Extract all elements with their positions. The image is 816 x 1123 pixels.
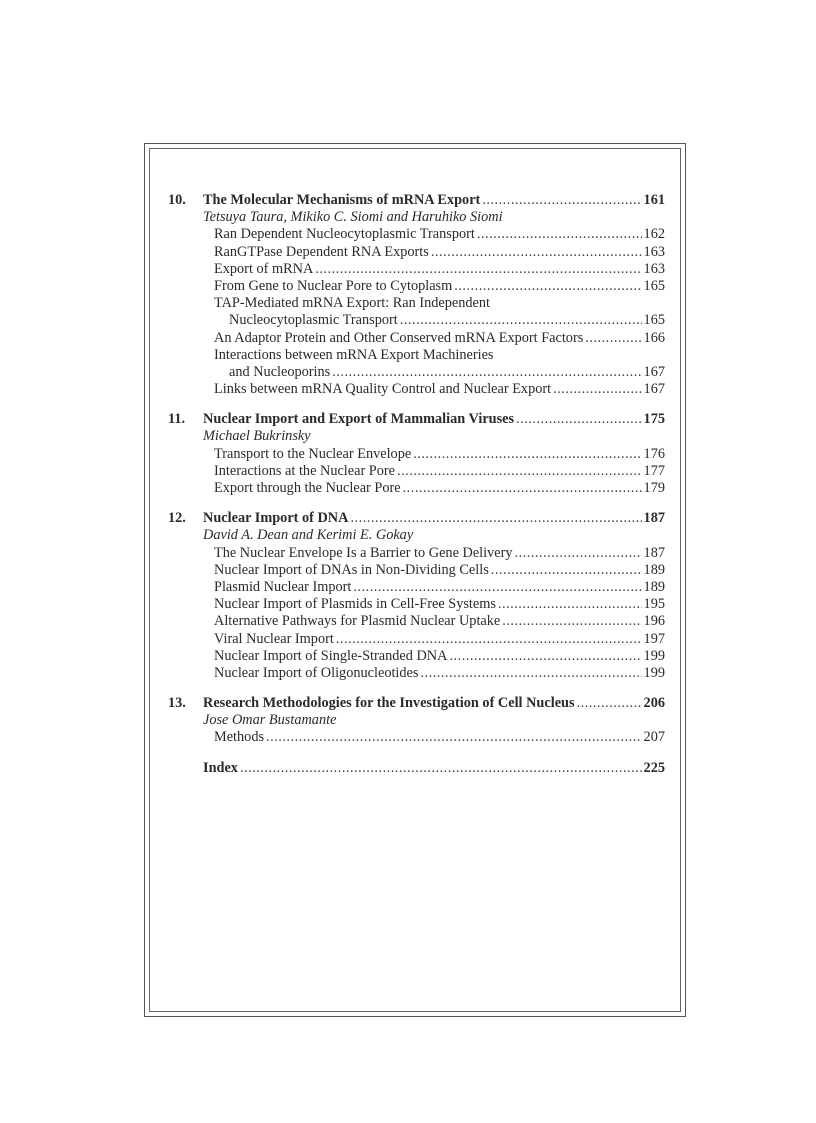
section-page: 187 — [643, 544, 665, 561]
section-entry[interactable] — [168, 613, 665, 630]
dot-leader — [413, 446, 641, 463]
section-entry[interactable] — [168, 648, 665, 665]
section-title: Transport to the Nuclear Envelope — [214, 445, 412, 462]
section-entry[interactable] — [168, 665, 665, 682]
section-title: Nuclear Import of Oligonucleotides — [214, 664, 419, 681]
section-title: Nuclear Import of DNAs in Non-Dividing Cells — [214, 561, 489, 578]
section-entry[interactable] — [168, 261, 665, 278]
dot-leader — [491, 562, 642, 579]
section-title: Nuclear Import of Single-Stranded DNA — [214, 647, 448, 664]
dot-leader — [266, 729, 642, 746]
section-title: Nuclear Import of Plasmids in Cell-Free Systems — [214, 596, 496, 613]
section-entry[interactable] — [168, 729, 665, 746]
dot-leader — [516, 411, 641, 428]
section-entry[interactable] — [168, 562, 665, 579]
section-entry[interactable] — [168, 446, 665, 463]
section-page: 167 — [643, 381, 665, 398]
chapter-heading[interactable] — [168, 192, 665, 209]
section-page: 189 — [643, 578, 665, 595]
section-page: 195 — [643, 596, 665, 613]
chapter-title: Nuclear Import of DNA — [203, 510, 349, 527]
dot-leader — [403, 480, 642, 497]
chapter-number: 13. — [168, 695, 186, 712]
section-entry[interactable] — [168, 463, 665, 480]
dot-leader — [350, 510, 641, 527]
dot-leader — [431, 244, 642, 261]
chapter-12 — [168, 510, 665, 682]
section-page: 176 — [643, 445, 665, 462]
section-page: 165 — [643, 312, 665, 329]
chapter-page: 206 — [643, 695, 665, 712]
chapter-11 — [168, 411, 665, 497]
section-page: 189 — [643, 561, 665, 578]
section-page: 197 — [643, 630, 665, 647]
section-title: The Nuclear Envelope Is a Barrier to Gene Delivery — [214, 544, 513, 561]
section-title: RanGTPase Dependent RNA Exports — [214, 243, 429, 260]
chapter-page: 175 — [643, 411, 665, 428]
dot-leader — [449, 648, 641, 665]
chapter-authors: Tetsuya Taura, Mikiko C. Siomi and Haruhiko Siomi — [203, 209, 503, 226]
section-page: 163 — [643, 260, 665, 277]
section-entry[interactable] — [168, 226, 665, 243]
chapter-number: 12. — [168, 510, 186, 527]
section-title: Links between mRNA Quality Control and Nuclear Export — [214, 381, 552, 398]
section-title: Plasmid Nuclear Import — [214, 578, 352, 595]
chapter-title: Research Methodologies for the Investigation of Cell Nucleus — [203, 695, 575, 712]
section-entry[interactable] — [168, 596, 665, 613]
chapter-title: The Molecular Mechanisms of mRNA Export — [203, 192, 481, 208]
dot-leader — [400, 312, 642, 329]
dot-leader — [553, 381, 641, 398]
chapter-authors: Jose Omar Bustamante — [203, 712, 337, 729]
section-page: 165 — [643, 277, 665, 294]
section-entry[interactable] — [168, 330, 665, 347]
section-title: Export of mRNA — [214, 260, 314, 277]
section-title-line2: Nucleocytoplasmic Transport — [229, 312, 398, 329]
section-page: 199 — [643, 647, 665, 664]
chapter-13 — [168, 695, 665, 747]
section-entry[interactable] — [168, 278, 665, 295]
section-title-line1[interactable]: TAP-Mediated mRNA Export: Ran Independent — [214, 295, 491, 312]
section-page: 196 — [643, 613, 665, 630]
table-of-contents — [168, 192, 665, 777]
index-entry[interactable] — [168, 760, 665, 777]
section-entry[interactable] — [168, 480, 665, 497]
dot-leader — [454, 278, 641, 295]
dot-leader — [420, 665, 641, 682]
section-title-line1[interactable]: Interactions between mRNA Export Machineries — [214, 346, 494, 363]
chapter-heading[interactable] — [168, 510, 665, 527]
section-title-line2: and Nucleoporins — [229, 363, 331, 380]
dot-leader — [502, 613, 641, 630]
section-page: 163 — [643, 243, 665, 260]
section-entry[interactable] — [168, 631, 665, 648]
chapter-authors: Michael Bukrinsky — [203, 428, 311, 445]
dot-leader — [353, 579, 641, 596]
chapter-number: 11. — [168, 411, 186, 428]
section-entry[interactable] — [168, 545, 665, 562]
section-title: An Adaptor Protein and Other Conserved mRNA Export Factors — [214, 329, 584, 346]
section-page: 199 — [643, 664, 665, 681]
section-page: 166 — [643, 329, 665, 346]
chapter-page: 161 — [643, 192, 665, 208]
section-entry[interactable] — [168, 312, 665, 329]
dot-leader — [397, 463, 642, 480]
section-page: 167 — [643, 363, 665, 380]
section-title: Export through the Nuclear Pore — [214, 480, 401, 496]
section-title: Methods — [214, 729, 265, 746]
dot-leader — [498, 596, 642, 613]
section-entry[interactable] — [168, 364, 665, 381]
chapter-10 — [168, 192, 665, 398]
dot-leader — [332, 364, 641, 381]
section-page: 179 — [643, 480, 665, 496]
chapter-heading[interactable] — [168, 695, 665, 712]
dot-leader — [577, 695, 642, 712]
section-entry[interactable] — [168, 244, 665, 261]
section-entry[interactable] — [168, 381, 665, 398]
dot-leader — [515, 545, 642, 562]
section-page: 177 — [643, 462, 665, 479]
dot-leader — [240, 760, 642, 777]
dot-leader — [315, 261, 641, 278]
section-title: From Gene to Nuclear Pore to Cytoplasm — [214, 277, 453, 294]
dot-leader — [477, 226, 642, 243]
dot-leader — [336, 631, 642, 648]
dot-leader — [585, 330, 641, 347]
chapter-page: 187 — [643, 510, 665, 527]
chapter-heading[interactable] — [168, 411, 665, 428]
chapter-authors: David A. Dean and Kerimi E. Gokay — [203, 527, 414, 544]
section-title: Viral Nuclear Import — [214, 630, 334, 647]
chapter-number: 10. — [168, 192, 186, 208]
index-title: Index — [203, 759, 238, 776]
section-page: 162 — [643, 226, 665, 243]
section-page: 207 — [643, 729, 665, 746]
section-title: Ran Dependent Nucleocytoplasmic Transport — [214, 226, 475, 243]
chapter-title: Nuclear Import and Export of Mammalian Viruses — [203, 411, 515, 428]
section-title: Interactions at the Nuclear Pore — [214, 462, 396, 479]
dot-leader — [482, 192, 641, 209]
section-entry[interactable] — [168, 579, 665, 596]
index-page: 225 — [643, 759, 665, 776]
section-title: Alternative Pathways for Plasmid Nuclear Uptake — [214, 613, 501, 630]
